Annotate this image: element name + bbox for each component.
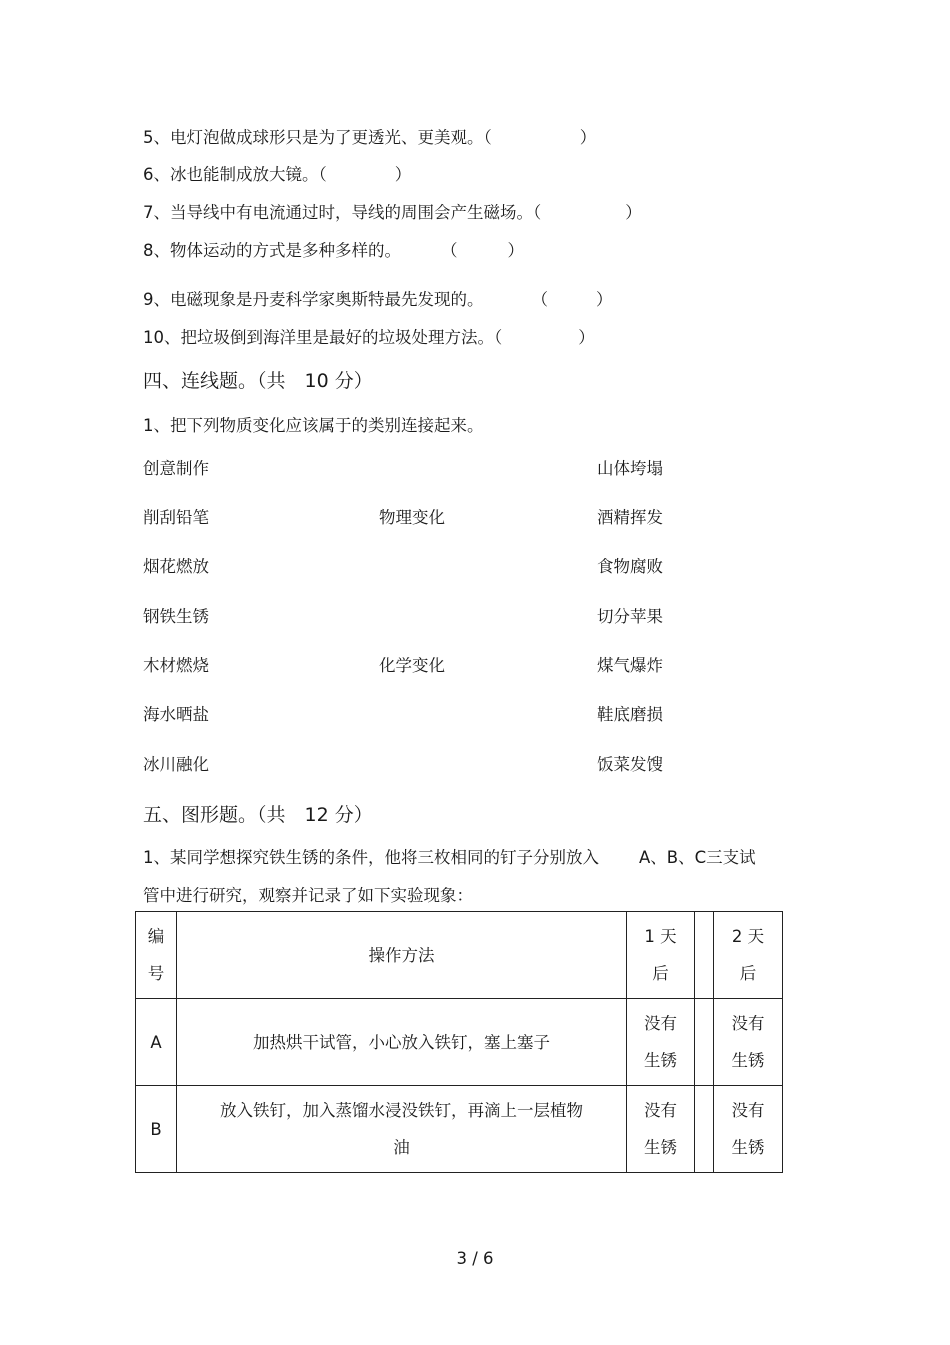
section5-question-line1: 1、某同学想探究铁生锈的条件，他将三枚相同的钉子分别放入 A、B、C三支试 [143,848,756,867]
question-7: 7、当导线中有电流通过时，导线的周围会产生磁场。（ ） [143,203,642,222]
table-row [136,1086,783,1173]
header-day2: 2 天 后 [714,912,783,999]
left-item: 削刮铅笔 [143,508,209,527]
left-item: 钢铁生锈 [143,607,209,626]
header-id: 编 号 [136,912,177,999]
section5-title: 五、图形题。（共 12 分） [143,804,373,826]
row-day2: 没有 生锈 [714,999,783,1086]
section5-question-line2: 管中进行研究，观察并记录了如下实验现象： [143,886,473,905]
table-header-row [136,912,783,999]
row-id: B [136,1086,177,1173]
spacer-cell [695,912,714,999]
left-item: 冰川融化 [143,755,209,774]
left-item: 创意制作 [143,459,209,478]
left-item: 木材燃烧 [143,656,209,675]
right-item: 食物腐败 [597,557,663,576]
right-item: 煤气爆炸 [597,656,663,675]
right-item: 山体垮塌 [597,459,663,478]
row-method: 加热烘干试管，小心放入铁钉，塞上塞子 [177,999,627,1086]
header-day1: 1 天 后 [627,912,695,999]
right-item: 饭菜发馊 [597,755,663,774]
left-item: 海水晒盐 [143,705,209,724]
category-chemical: 化学变化 [379,656,445,675]
question-5: 5、电灯泡做成球形只是为了更透光、更美观。（ ） [143,128,597,147]
question-9: 9、电磁现象是丹麦科学家奥斯特最先发现的。 （ ） [143,290,613,309]
page-number: 3 / 6 [456,1249,494,1268]
question-10: 10、把垃圾倒到海洋里是最好的垃圾处理方法。（ ） [143,328,595,347]
section4-question: 1、把下列物质变化应该属于的类别连接起来。 [143,416,484,435]
question-8: 8、物体运动的方式是多种多样的。 （ ） [143,241,524,260]
row-day1: 没有 生锈 [627,1086,695,1173]
table-row [136,999,783,1086]
category-physical: 物理变化 [379,508,445,527]
row-method: 放入铁钉，加入蒸馏水浸没铁钉，再滴上一层植物 油 [177,1086,627,1173]
section4-title: 四、连线题。（共 10 分） [143,370,373,392]
header-method: 操作方法 [177,912,627,999]
right-item: 酒精挥发 [597,508,663,527]
question-6: 6、冰也能制成放大镜。（ ） [143,165,412,184]
right-item: 鞋底磨损 [597,705,663,724]
row-id: A [136,999,177,1086]
spacer-cell [695,1086,714,1173]
spacer-cell [695,999,714,1086]
right-item: 切分苹果 [597,607,663,626]
experiment-table [135,911,783,1173]
left-item: 烟花燃放 [143,557,209,576]
row-day1: 没有 生锈 [627,999,695,1086]
row-day2: 没有 生锈 [714,1086,783,1173]
